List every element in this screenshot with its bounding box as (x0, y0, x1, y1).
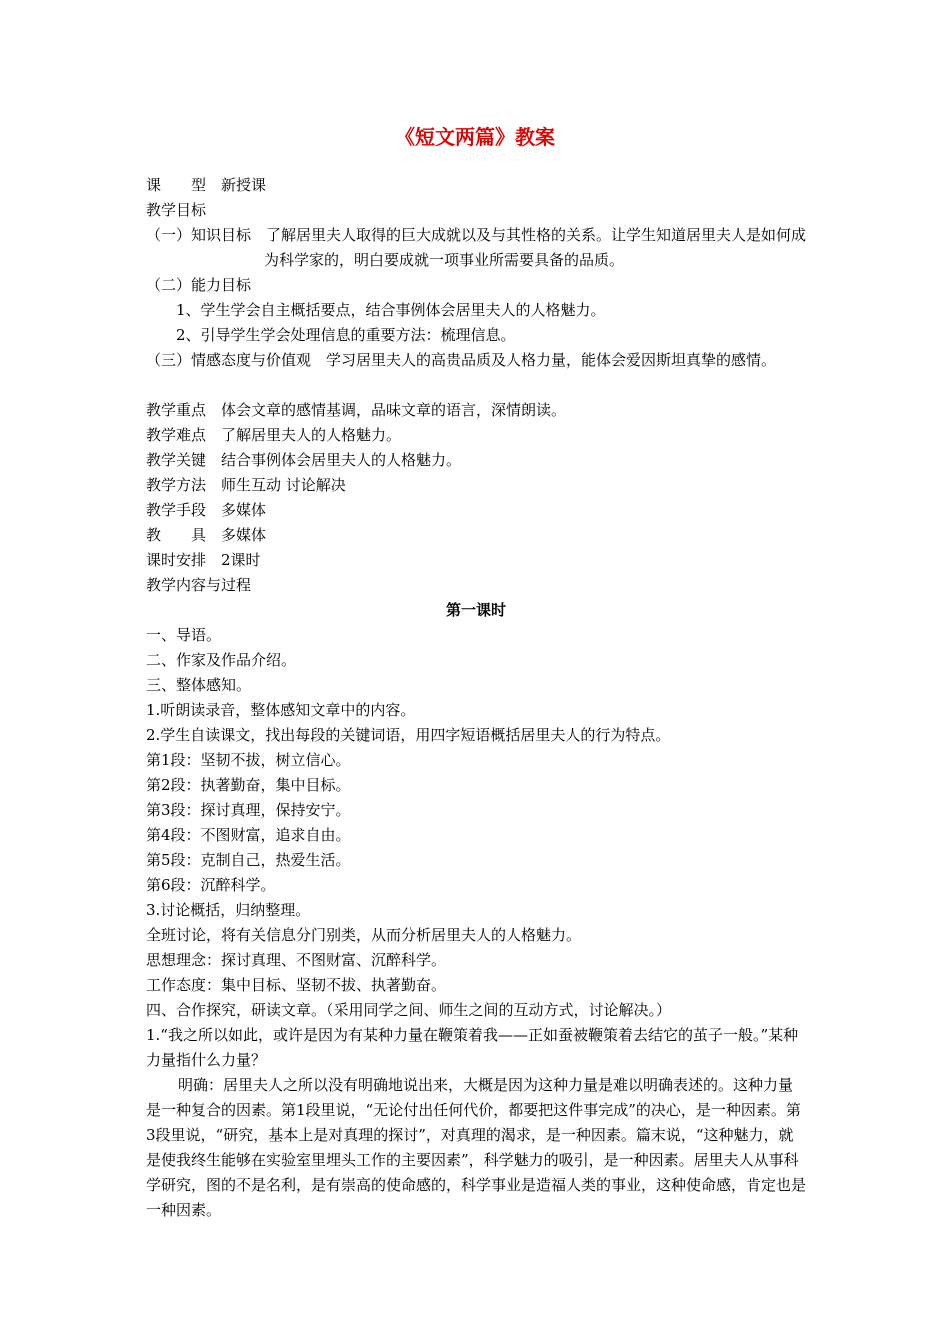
content-process-heading: 教学内容与过程 (146, 576, 252, 594)
knowledge-goal: （一）知识目标 了解居里夫人取得的巨大成就以及与其性格的关系。让学生知道居里夫人是如何成为科学家的，明白要成就一项事业所需要具备的品质。 (146, 226, 807, 269)
overall-step-3: 3.讨论概括，归纳整理。 (146, 901, 311, 919)
paragraph-summary-3: 第3段：探讨真理，保持安宁。 (146, 801, 351, 819)
paragraph-summary-2: 第2段：执著勤奋，集中目标。 (146, 776, 351, 794)
teaching-method: 教学方法 师生互动 讨论解决 (146, 476, 346, 494)
ability-goal-heading: （二）能力目标 (146, 276, 252, 294)
paragraph-summary-6: 第6段：沉醉科学。 (146, 876, 276, 894)
first-lesson-heading: 第一课时 (445, 601, 506, 619)
document-title: 《短文两篇》教案 (395, 125, 555, 149)
section-intro: 一、导语。 (146, 626, 222, 644)
teaching-tools: 教 具 多媒体 (146, 526, 267, 544)
class-discussion: 全班讨论，将有关信息分门别类，从而分析居里夫人的人格魅力。 (146, 926, 582, 944)
teaching-key: 教学关键 结合事例体会居里夫人的人格魅力。 (146, 451, 462, 469)
ability-goal-2: 2、引导学生学会处理信息的重要方法：梳理信息。 (176, 326, 516, 344)
document-body (146, 173, 806, 1223)
teaching-means: 教学手段 多媒体 (146, 501, 267, 519)
teaching-focus: 教学重点 体会文章的感情基调，品味文章的语言，深情朗读。 (146, 401, 567, 419)
inquiry-answer-1: 明确：居里夫人之所以没有明确地说出来，大概是因为这种力量是难以明确表述的。这种力量是一种复合的因素。第1段里说，“无论付出任何代价，都要把这件事完成”的决心，是一种因素。第3段里说，“研究，基本上是对真理的探讨”，对真理的渴求，是一种因素。篇末说，“这种魅力，就是使我终生能够在实验室里埋头工作的主要因素”，科学魅力的吸引，是一种因素。居里夫人从事科学研究，图的不是名利，是有崇高的使命感的，科学事业是造福人类的事业，这种使命感，肯定也是一种因素。 (146, 1076, 807, 1219)
ability-goal-1: 1、学生学会自主概括要点，结合事例体会居里夫人的人格魅力。 (176, 301, 606, 319)
teaching-difficulty: 教学难点 了解居里夫人的人格魅力。 (146, 426, 402, 444)
overall-step-2: 2.学生自读课文，找出每段的关键词语，用四字短语概括居里夫人的行为特点。 (146, 726, 671, 744)
section-inquiry: 四、合作探究，研读文章。（采用同学之间、师生之间的互动方式，讨论解决。） (146, 1001, 672, 1019)
section-author: 二、作家及作品介绍。 (146, 651, 297, 669)
inquiry-question-1: 1.“我之所以如此，或许是因为有某种力量在鞭策着我——正如蚕被鞭策着去结它的茧子一般。”某种力量指什么力量？ (146, 1026, 799, 1069)
paragraph-summary-4: 第4段：不图财富，追求自由。 (146, 826, 351, 844)
paragraph-summary-5: 第5段：克制自己，热爱生活。 (146, 851, 351, 869)
course-type-line: 课 型 新授课 (146, 176, 267, 194)
section-overall: 三、整体感知。 (146, 676, 252, 694)
idea-concept: 思想理念：探讨真理、不图财富、沉醉科学。 (146, 951, 447, 969)
work-attitude: 工作态度：集中目标、坚韧不拔、执著勤奋。 (146, 976, 447, 994)
class-schedule: 课时安排 2课时 (146, 551, 261, 569)
paragraph-summary-1: 第1段：坚韧不拔，树立信心。 (146, 751, 351, 769)
overall-step-1: 1.听朗读录音，整体感知文章中的内容。 (146, 701, 416, 719)
emotion-goal: （三）情感态度与价值观 学习居里夫人的高贵品质及人格力量，能体会爱因斯坦真挚的感情。 (146, 351, 777, 369)
teaching-goals-heading: 教学目标 (146, 201, 207, 219)
